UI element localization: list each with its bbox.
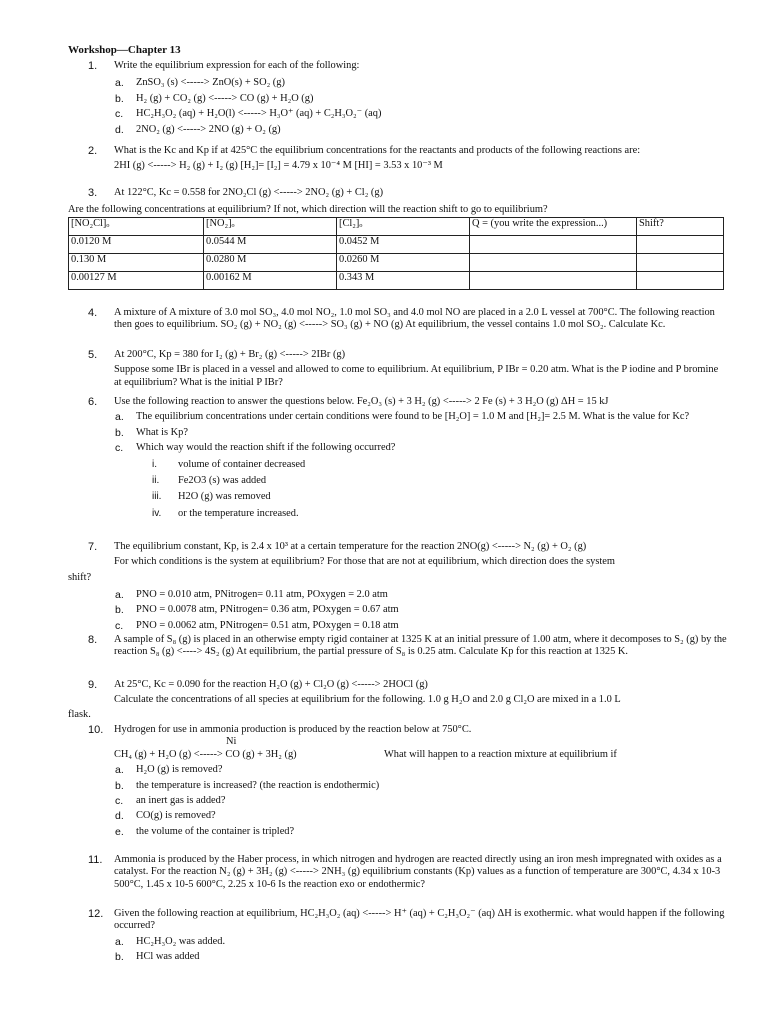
question-text: A mixture of A mixture of 3.0 mol SO₃, 4.0 mol NO₂, 1.0 mol SO₃ and 4.0 mol NO are placed in a 2.0 L vessel at 700°C. The following reaction then goes to equilibrium. SO₂ (g) + NO₂ (g) <-----> SO₃ (g) + NO (g) At equilibrium, the vessel contains 1.0 mol SO₂. Calculate Kc. [114, 307, 715, 331]
question-3 [88, 187, 728, 199]
table-cell [637, 254, 724, 272]
table-cell [637, 272, 724, 290]
sub-item: b. H₂ (g) + CO₂ (g) <-----> CO (g) + H₂O (g) [115, 92, 314, 105]
table-cell: 0.0260 M [337, 254, 470, 272]
question-text: Given the following reaction at equilibrium, HC₂H₃O₂ (aq) <-----> H⁺ (aq) + C₂H₃O₂⁻ (aq) ΔH is exothermic. what would happen if the following occurred? [114, 908, 725, 932]
sub-item: b. What is Kp? [115, 426, 188, 439]
question-7-tail: shift? [68, 572, 92, 583]
question-prompt: What will happen to a reaction mixture at equilibrium if [384, 748, 617, 760]
reaction-line: CH₄ (g) + H₂O (g) <-----> CO (g) + 3H₂ (g) What will happen to a reaction mixture at equilibrium if [114, 748, 617, 760]
question-5 [88, 349, 728, 389]
question-number: 1. [88, 60, 98, 72]
table-cell: 0.130 M [69, 254, 204, 272]
sub-item: d. 2NO₂ (g) <-----> 2NO (g) + O₂ (g) [115, 123, 281, 136]
question-number: 11. [88, 854, 103, 866]
question-8 [88, 634, 728, 659]
sub-item: b. PNO = 0.0078 atm, PNitrogen= 0.36 atm, POxygen = 0.67 atm [115, 604, 399, 617]
sub-sub-item: i. volume of container decreased [152, 458, 306, 470]
sub-item: a. H₂O (g) is removed? [115, 764, 223, 777]
table-cell [637, 236, 724, 254]
question-number: 2. [88, 145, 98, 157]
worksheet-title: Workshop—Chapter 13 [68, 44, 181, 56]
column-header: [NO₂Cl]ₒ [69, 218, 204, 236]
table-cell: 0.0452 M [337, 236, 470, 254]
question-number: 6. [88, 396, 98, 408]
concentration-table [68, 217, 724, 290]
sub-item: c. an inert gas is added? [115, 795, 226, 808]
table-cell: 0.00162 M [204, 272, 337, 290]
question-text: Ammonia is produced by the Haber process, in which nitrogen and hydrogen are reacted directly using an iron mesh impregnated with oxides as a catalyst. For the reaction N₂ (g) + 3H₂ (g) <-----> 2NH₃ (g) equilibrium constants (Kp) values as a function of temperature are 300°C, 4.34 x 10-3 500°C, 1.45 x 10-5 600°C, 2.25 x 10-6 Is the reaction exo or endothermic? [114, 854, 722, 890]
question-number: 5. [88, 349, 98, 361]
question-number: 9. [88, 679, 98, 691]
sub-item: c. Which way would the reaction shift if the following occurred? [115, 442, 396, 455]
sub-sub-item: ii. Fe2O3 (s) was added [152, 475, 267, 487]
table-header-row [69, 218, 724, 236]
sub-sub-item: iv. or the temperature increased. [152, 507, 299, 519]
column-header: [Cl₂]ₒ [337, 218, 470, 236]
question-number: 3. [88, 187, 98, 199]
table-cell [470, 254, 637, 272]
table-cell: 0.0280 M [204, 254, 337, 272]
table-row [69, 254, 724, 272]
table-cell: 0.343 M [337, 272, 470, 290]
table-row [69, 272, 724, 290]
question-4 [88, 307, 728, 332]
question-12 [88, 908, 728, 964]
question-text: At 200°C, Kp = 380 for I₂ (g) + Br₂ (g) <-----> 2IBr (g) [114, 349, 346, 360]
question-paragraph: For which conditions is the system at equilibrium? For those that are not at equilibrium, which direction does the system [114, 556, 615, 568]
table-cell [470, 236, 637, 254]
question-number: 8. [88, 634, 98, 646]
question-number: 7. [88, 541, 98, 553]
sub-item: d. CO(g) is removed? [115, 810, 216, 823]
question-10 [88, 724, 728, 838]
question-3-prompt: Are the following concentrations at equilibrium? If not, which direction will the reaction shift to go to equilibrium? [68, 204, 548, 215]
sub-sub-item: iii. H2O (g) was removed [152, 491, 271, 503]
question-text: Write the equilibrium expression for each of the following: [114, 60, 360, 71]
column-header: Q = (you write the expression...) [470, 218, 637, 236]
question-text: Use the following reaction to answer the questions below. Fe₂O₃ (s) + 3 H₂ (g) <-----> 2 Fe (s) + 3 H₂O (g) ΔH = 15 kJ [114, 396, 609, 407]
column-header: [NO₂]ₒ [204, 218, 337, 236]
question-number: 10. [88, 724, 104, 736]
sub-item: a. HC₂H₃O₂ was added. [115, 935, 226, 948]
question-9 [88, 679, 728, 707]
question-text: Hydrogen for use in ammonia production is produced by the reaction below at 750°C. [114, 724, 472, 735]
question-number: 12. [88, 908, 104, 920]
question-7-items [88, 586, 728, 632]
sub-item: c. HC₂H₃O₂ (aq) + H₂O(l) <-----> H₃O⁺ (aq) + C₂H₃O₂⁻ (aq) [115, 108, 382, 121]
question-11 [88, 854, 728, 891]
question-9-tail: flask. [68, 709, 91, 720]
question-text: The equilibrium constant, Kp, is 2.4 x 10³ at a certain temperature for the reaction 2NO(g) <-----> N₂ (g) + O₂ (g) [114, 541, 587, 552]
question-paragraph: Calculate the concentrations of all species at equilibrium for the following. 1.0 g H₂O and 2.0 g Cl₂O are mixed in a 1.0 L [114, 694, 621, 706]
table-row [69, 236, 724, 254]
question-text: A sample of S₈ (g) is placed in an otherwise empty rigid container at 1325 K at an initial pressure of 1.00 atm, where it decomposes to S₂ (g) by the reaction S₈ (g) <----> 4S₂ (g) At equilibrium, the partial pressure of S₈ is 0.25 atm. Calculate Kp for this reaction at 1325 K. [114, 634, 727, 658]
sub-item: e. the volume of the container is tripled? [115, 825, 295, 838]
question-7 [88, 541, 728, 569]
table-cell [470, 272, 637, 290]
sub-item: a. The equilibrium concentrations under certain conditions were found to be [H₂O] = 1.0 M and [H₂]= 2.5 M. What is the value for Kc? [115, 411, 690, 424]
sub-item: a. PNO = 0.010 atm, PNitrogen= 0.11 atm, POxygen = 2.0 atm [115, 589, 388, 601]
table-cell: 0.0120 M [69, 236, 204, 254]
sub-item: c. PNO = 0.0062 atm, PNitrogen= 0.51 atm, POxygen = 0.18 atm [115, 619, 399, 632]
table-cell: 0.00127 M [69, 272, 204, 290]
sub-item: b. HCl was added [115, 951, 200, 964]
sub-item: b. the temperature is increased? (the reaction is endothermic) [115, 779, 380, 792]
question-paragraph: Suppose some IBr is placed in a vessel and allowed to come to equilibrium. At equilibrium, P IBr = 0.20 atm. What is the P iodine and P bromine at equilibrium? What is the initial P IBr? [114, 364, 719, 388]
catalyst-label: Ni [226, 736, 237, 748]
question-6 [88, 396, 728, 520]
question-text: At 122°C, Kc = 0.558 for 2NO₂Cl (g) <-----> 2NO₂ (g) + Cl₂ (g) [114, 187, 384, 198]
question-1 [88, 60, 728, 136]
question-2 [88, 145, 728, 173]
table-cell: 0.0544 M [204, 236, 337, 254]
question-number: 4. [88, 307, 98, 319]
question-text: What is the Kc and Kp if at 425°C the equilibrium concentrations for the reactants and products of the following reactions are: [114, 145, 641, 156]
reaction-line: 2HI (g) <-----> H₂ (g) + I₂ (g) [H₂]= [I₂] = 4.79 x 10⁻⁴ M [HI] = 3.53 x 10⁻³ M [114, 160, 443, 172]
sub-item: a. ZnSO₃ (s) <-----> ZnO(s) + SO₂ (g) [115, 77, 285, 90]
question-text: At 25°C, Kc = 0.090 for the reaction H₂O (g) + Cl₂O (g) <-----> 2HOCl (g) [114, 679, 428, 690]
column-header: Shift? [637, 218, 724, 236]
